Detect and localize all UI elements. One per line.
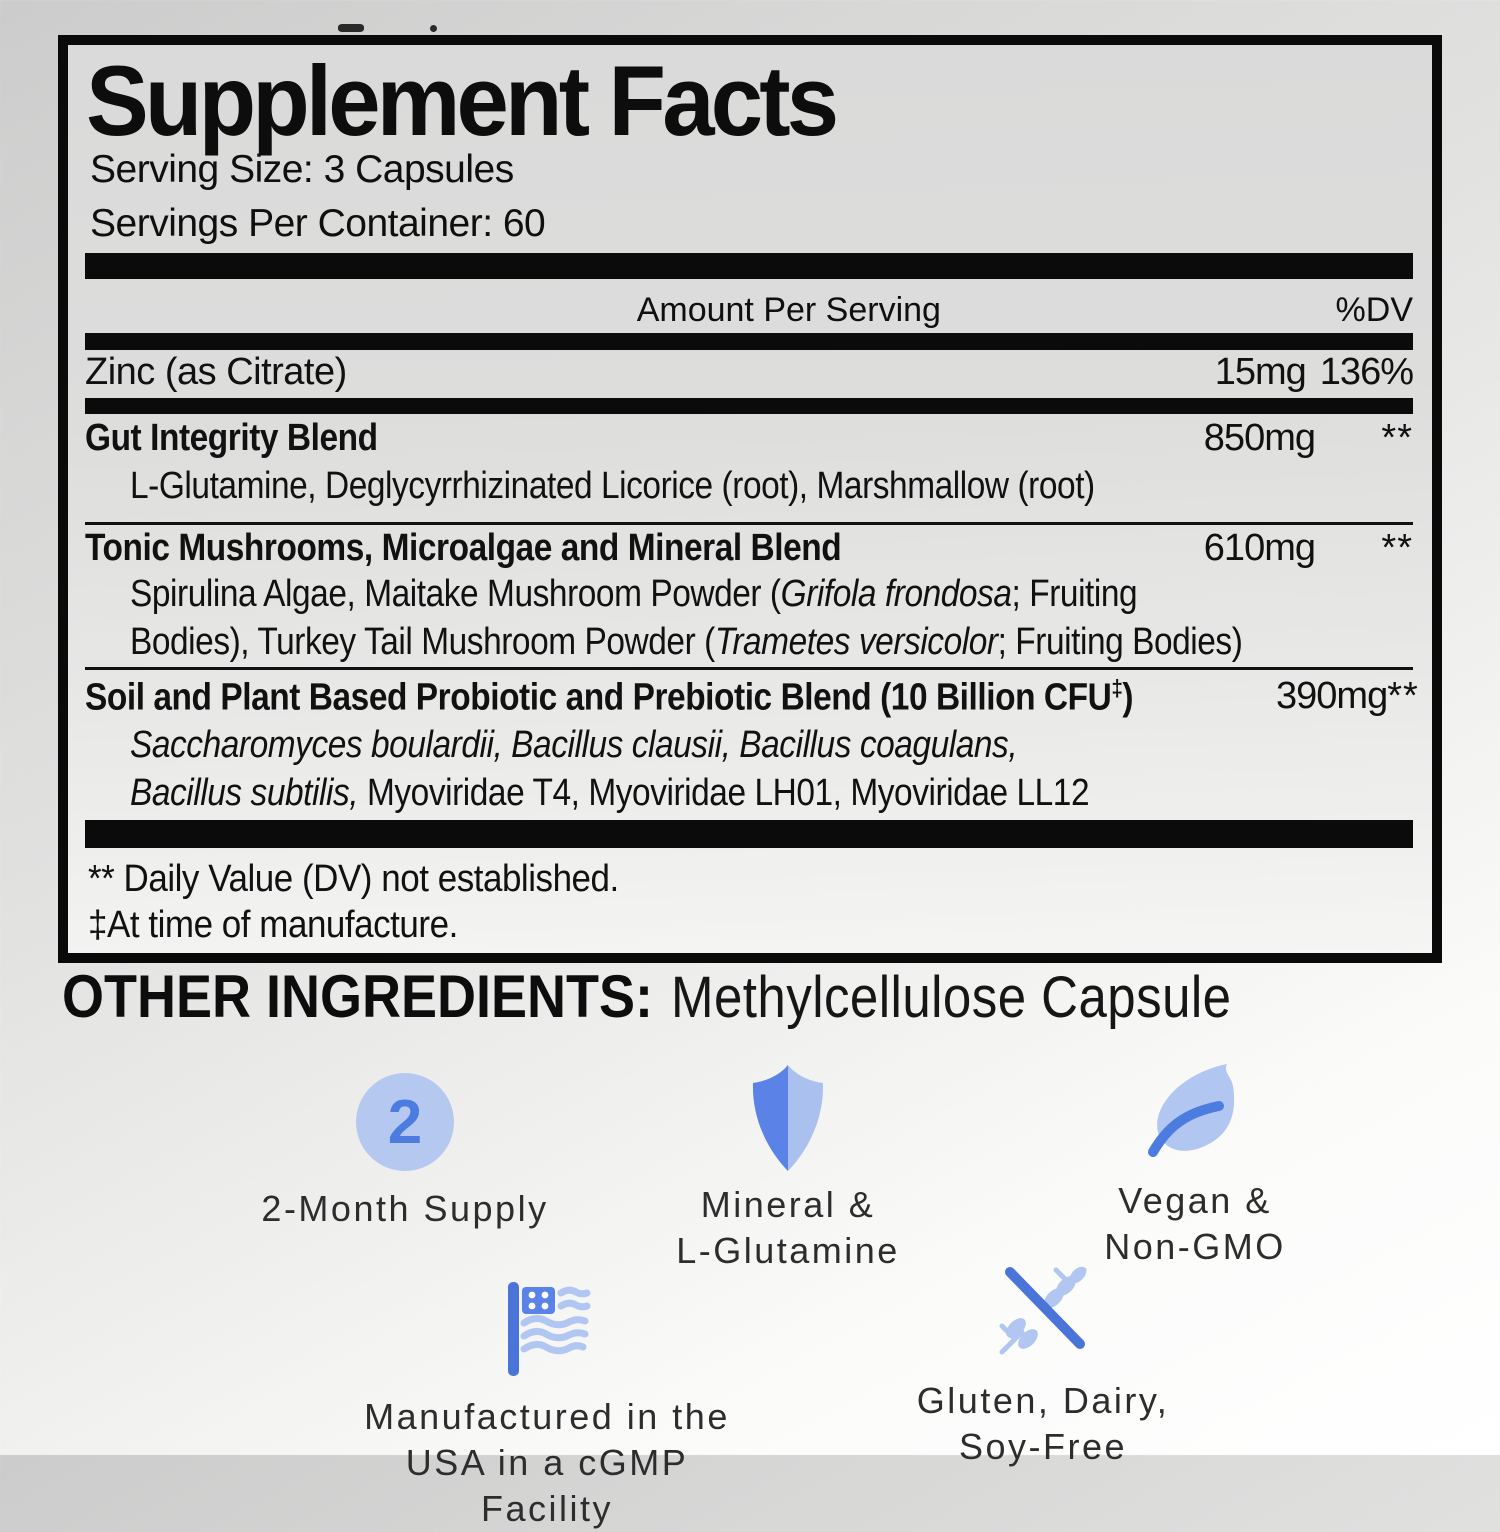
text-segment: Tonic Mushrooms, Microalgae and Mineral Blend bbox=[85, 527, 842, 569]
supply-number: 2 bbox=[387, 1087, 423, 1157]
blend-dv: ** bbox=[1381, 417, 1413, 459]
badge-label: Vegan & bbox=[1118, 1180, 1272, 1221]
text-segment: Saccharomyces boulardii, Bacillus clausii, Bacillus coagulans, bbox=[130, 724, 1018, 766]
divider-rule-thin bbox=[85, 522, 1413, 525]
divider-bar-thick bbox=[85, 398, 1413, 414]
nutrient-row-zinc bbox=[85, 351, 1413, 394]
blend-row-gut-integrity bbox=[85, 417, 1413, 460]
other-ingredients-value: Methylcellulose Capsule bbox=[670, 965, 1232, 1030]
badge-label: 2-Month Supply bbox=[261, 1188, 549, 1229]
blend-name bbox=[85, 417, 1204, 460]
nutrient-name: Zinc (as Citrate) bbox=[85, 351, 347, 393]
blend-amount: 390mg bbox=[1276, 675, 1388, 717]
text-segment: ; Fruiting bbox=[1011, 573, 1138, 615]
nutrient-dv: 136% bbox=[1319, 351, 1413, 393]
footnote-manufacture: ‡At time of manufacture. bbox=[88, 904, 458, 946]
badge-vegan-non-gmo bbox=[995, 1062, 1395, 1270]
text-segment: Grifola frondosa bbox=[780, 573, 1012, 615]
usa-flag-icon bbox=[497, 1278, 597, 1382]
column-header-row bbox=[85, 291, 1413, 331]
badge-two-month-supply bbox=[205, 1070, 605, 1232]
badge-label: L-Glutamine bbox=[676, 1230, 900, 1271]
text-segment: ; Fruiting Bodies) bbox=[997, 621, 1243, 663]
badge-label: Manufactured in the bbox=[364, 1396, 730, 1437]
other-ingredients bbox=[62, 962, 1308, 1031]
other-ingredients-label: OTHER INGREDIENTS: bbox=[62, 963, 654, 1030]
badge-label: USA in a cGMP Facility bbox=[405, 1442, 689, 1529]
text-segment: Gut Integrity Blend bbox=[85, 417, 378, 459]
badge-label: Gluten, Dairy, bbox=[916, 1380, 1170, 1421]
text-segment: ) bbox=[1122, 676, 1134, 719]
blend-row-probiotic-prebiotic bbox=[85, 675, 1419, 720]
divider-bar-thick bbox=[85, 253, 1413, 279]
blend-amount: 850mg bbox=[1203, 417, 1315, 459]
blend-ingredients-line bbox=[130, 465, 1226, 508]
no-gluten-icon bbox=[988, 1262, 1098, 1366]
blend-ingredients-line bbox=[130, 621, 1394, 664]
nutrient-amount: 15mg bbox=[1214, 351, 1306, 393]
supplement-facts-panel bbox=[58, 35, 1442, 963]
blend-name bbox=[85, 527, 1204, 570]
dv-header: %DV bbox=[1335, 291, 1413, 329]
blend-ingredients-line bbox=[130, 573, 1275, 616]
badge-label: Mineral & bbox=[700, 1184, 876, 1225]
blend-dv: ** bbox=[1387, 675, 1419, 717]
text-segment: Myoviridae T4, Myoviridae LH01, Myoviridae LL12 bbox=[358, 772, 1090, 814]
text-segment: Bodies), Turkey Tail Mushroom Powder ( bbox=[130, 621, 715, 663]
blend-row-tonic-mushrooms bbox=[85, 527, 1413, 570]
cropped-text-remnant bbox=[338, 24, 364, 32]
text-segment: Soil and Plant Based Probiotic and Prebiotic Blend (10 Billion CFU bbox=[85, 676, 1112, 719]
cropped-text-remnant bbox=[430, 25, 437, 32]
text-segment: L-Glutamine, Deglycyrrhizinated Licorice (root), Marshmallow (root) bbox=[130, 465, 1095, 507]
two-month-supply-icon bbox=[356, 1070, 454, 1174]
divider-rule-thin bbox=[85, 667, 1413, 670]
text-segment: ‡ bbox=[1111, 675, 1123, 701]
text-segment: Bacillus subtilis, bbox=[130, 772, 359, 814]
badge-label: Non-GMO bbox=[1104, 1226, 1286, 1267]
shield-icon bbox=[745, 1066, 831, 1170]
blend-amount: 610mg bbox=[1203, 527, 1315, 569]
divider-bar-thick bbox=[85, 333, 1413, 350]
servings-per-container: Servings Per Container: 60 bbox=[90, 202, 546, 245]
badge-label: Soy-Free bbox=[958, 1426, 1128, 1467]
badge-mineral-glutamine bbox=[588, 1066, 988, 1274]
text-segment: Trametes versicolor bbox=[714, 621, 998, 663]
badge-made-in-usa bbox=[347, 1278, 747, 1532]
blend-ingredients-line bbox=[130, 772, 1220, 815]
serving-size: Serving Size: 3 Capsules bbox=[90, 148, 514, 191]
blend-ingredients-line bbox=[130, 724, 1138, 767]
blend-name bbox=[85, 675, 1276, 720]
blend-dv: ** bbox=[1381, 527, 1413, 569]
amount-per-serving-header: Amount Per Serving bbox=[636, 291, 941, 329]
badge-gluten-dairy-soy-free bbox=[843, 1262, 1243, 1470]
leaf-icon bbox=[1139, 1062, 1251, 1166]
footnote-daily-value: ** Daily Value (DV) not established. bbox=[88, 858, 619, 900]
divider-bar-thick bbox=[85, 820, 1413, 848]
panel-title: Supplement Facts bbox=[86, 45, 836, 156]
text-segment: Spirulina Algae, Maitake Mushroom Powder ( bbox=[130, 573, 781, 615]
